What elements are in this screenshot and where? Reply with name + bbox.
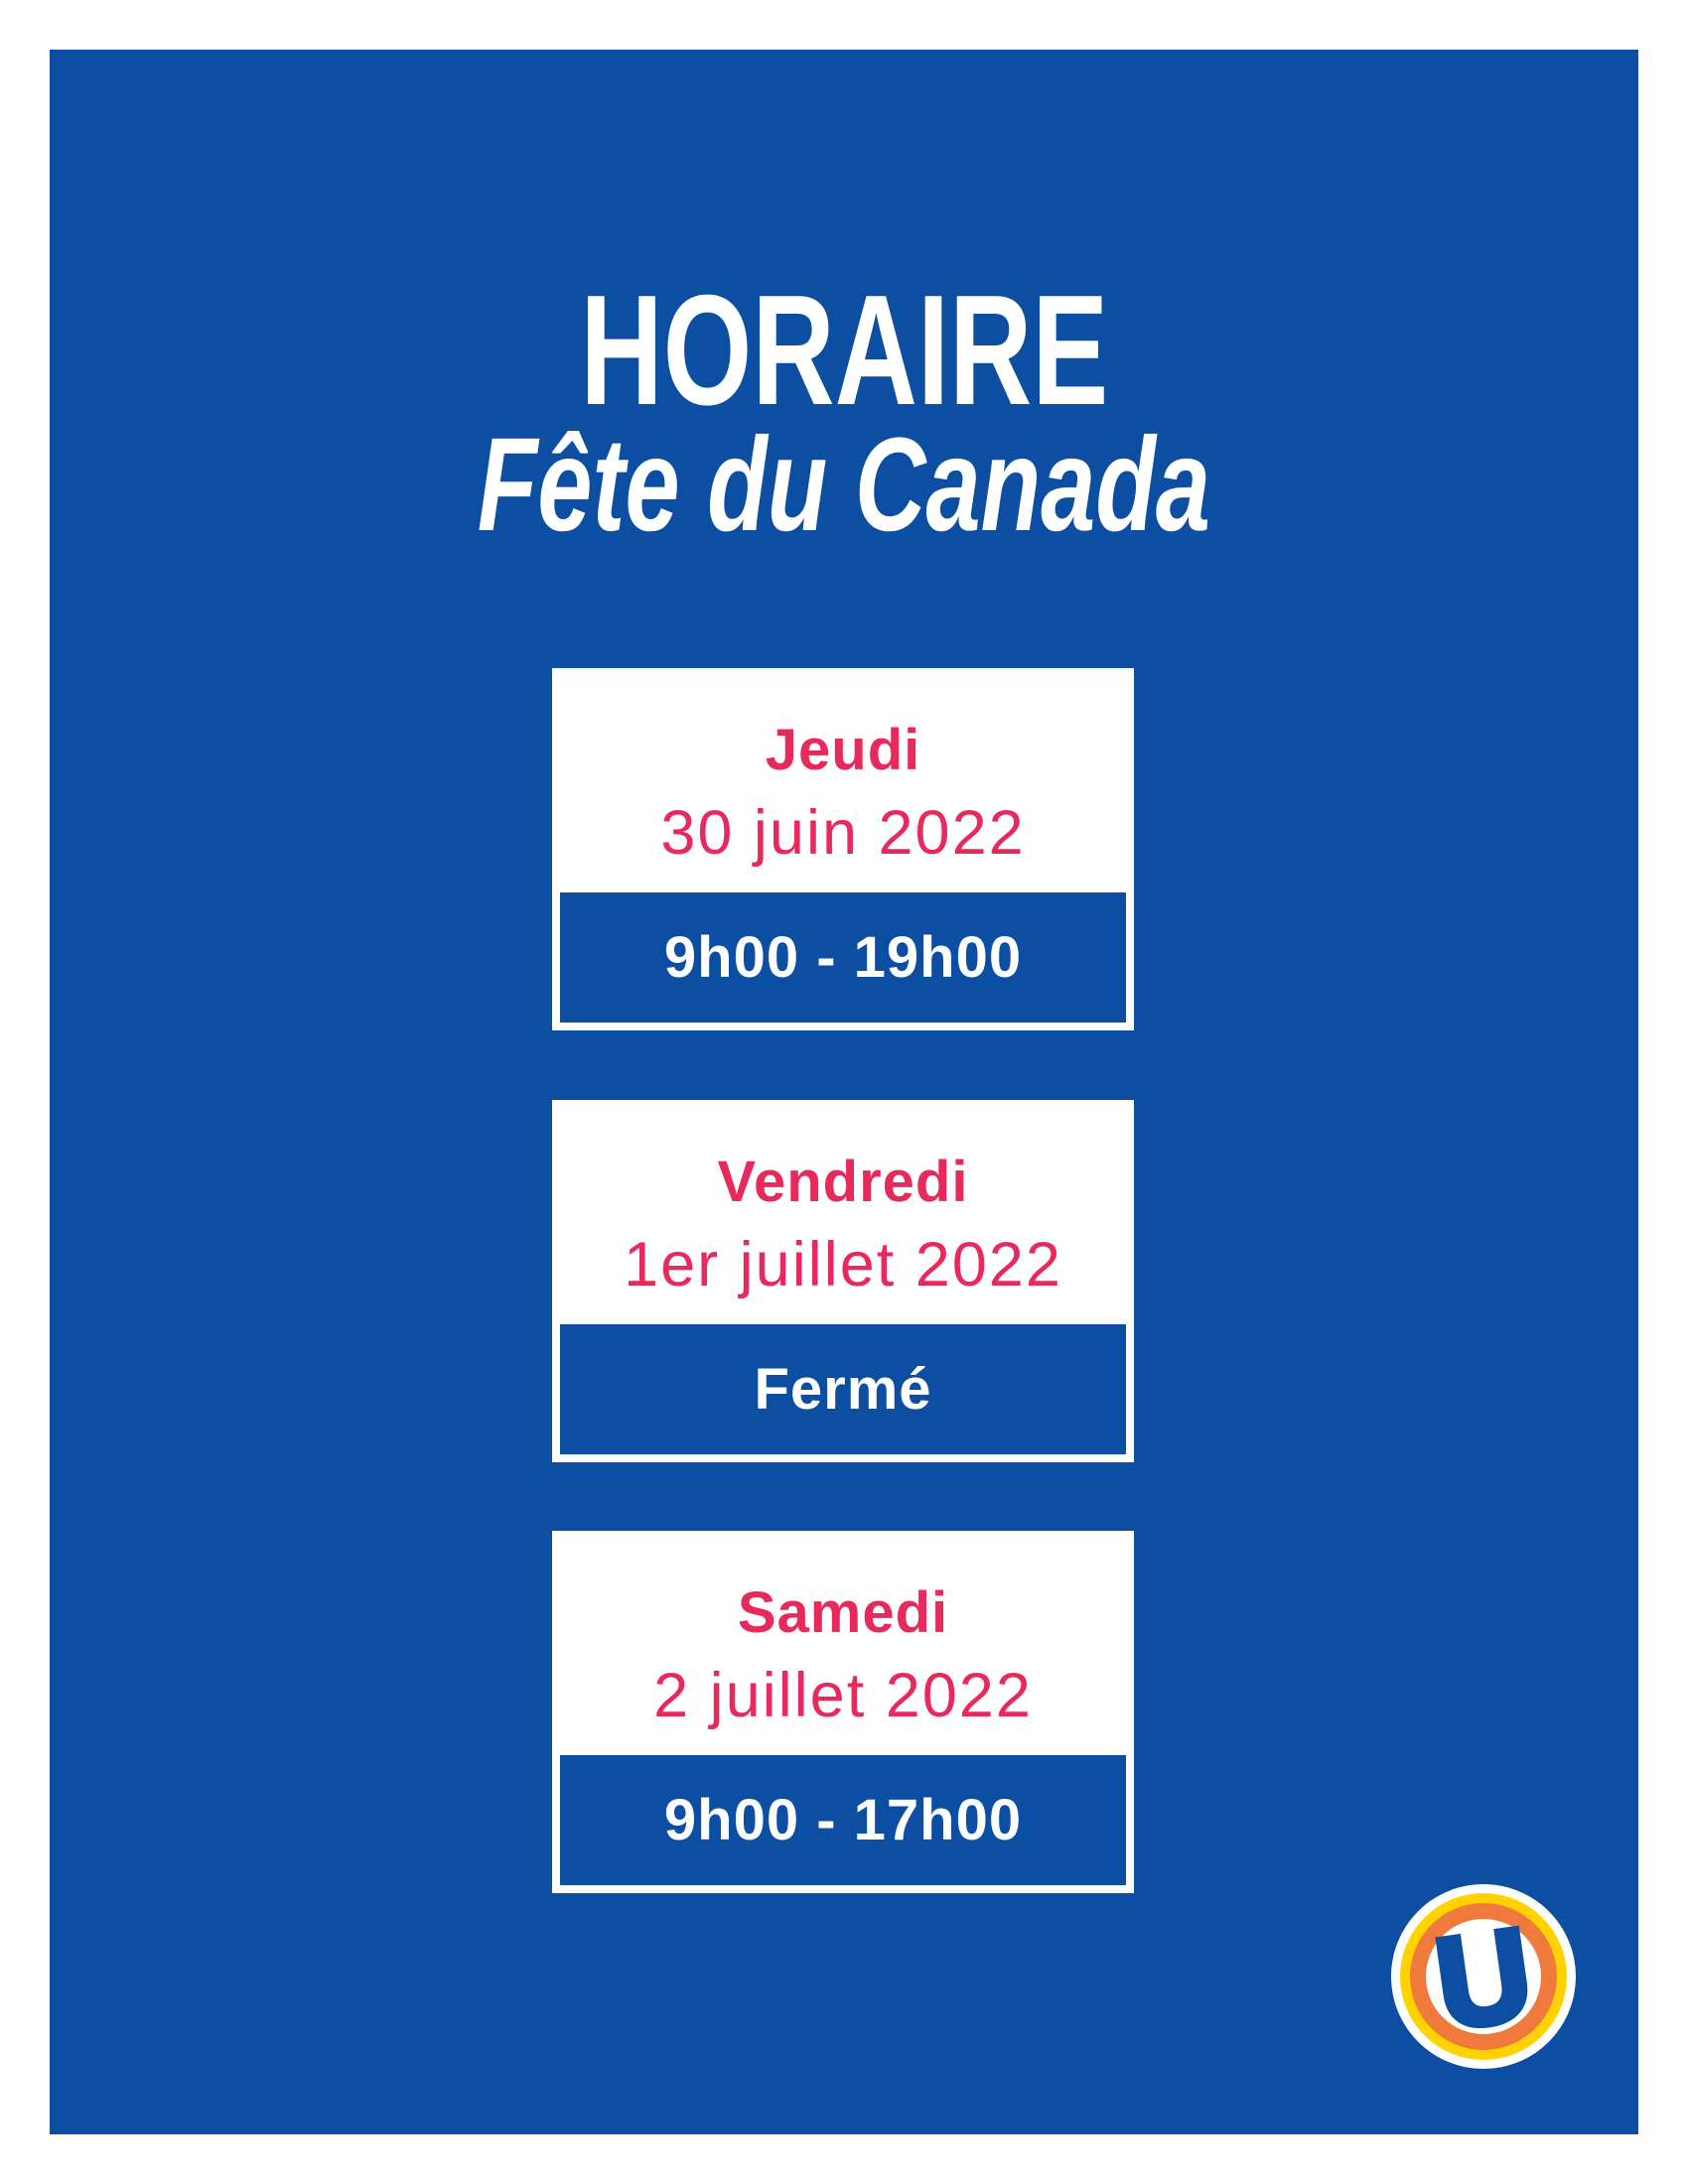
schedule-card-friday	[552, 1100, 1134, 1462]
blue-panel	[50, 50, 1638, 2134]
day-date: 1er juillet 2022	[624, 1230, 1062, 1299]
day-name: Vendredi	[717, 1150, 969, 1214]
poster-title-text: HORAIRE	[580, 263, 1108, 438]
poster-title	[50, 263, 1638, 438]
hours-text: Fermé	[754, 1356, 932, 1422]
day-name: Samedi	[737, 1580, 949, 1645]
hours-bar	[560, 892, 1126, 1023]
poster-subtitle-text: Fête du Canada	[477, 411, 1211, 559]
hours-text: 9h00 - 17h00	[663, 1787, 1023, 1852]
logo-letter-u-icon: U	[1427, 1900, 1540, 2057]
day-date: 30 juin 2022	[660, 798, 1026, 868]
day-date: 2 juillet 2022	[653, 1661, 1033, 1730]
hours-bar	[560, 1755, 1126, 1885]
hours-bar	[560, 1324, 1126, 1454]
uniprix-logo	[1391, 1884, 1576, 2069]
hours-text: 9h00 - 19h00	[663, 924, 1023, 990]
day-name: Jeudi	[765, 718, 921, 782]
poster-subtitle	[50, 411, 1638, 559]
schedule-card-thursday	[552, 668, 1134, 1030]
schedule-card-saturday	[552, 1531, 1134, 1893]
